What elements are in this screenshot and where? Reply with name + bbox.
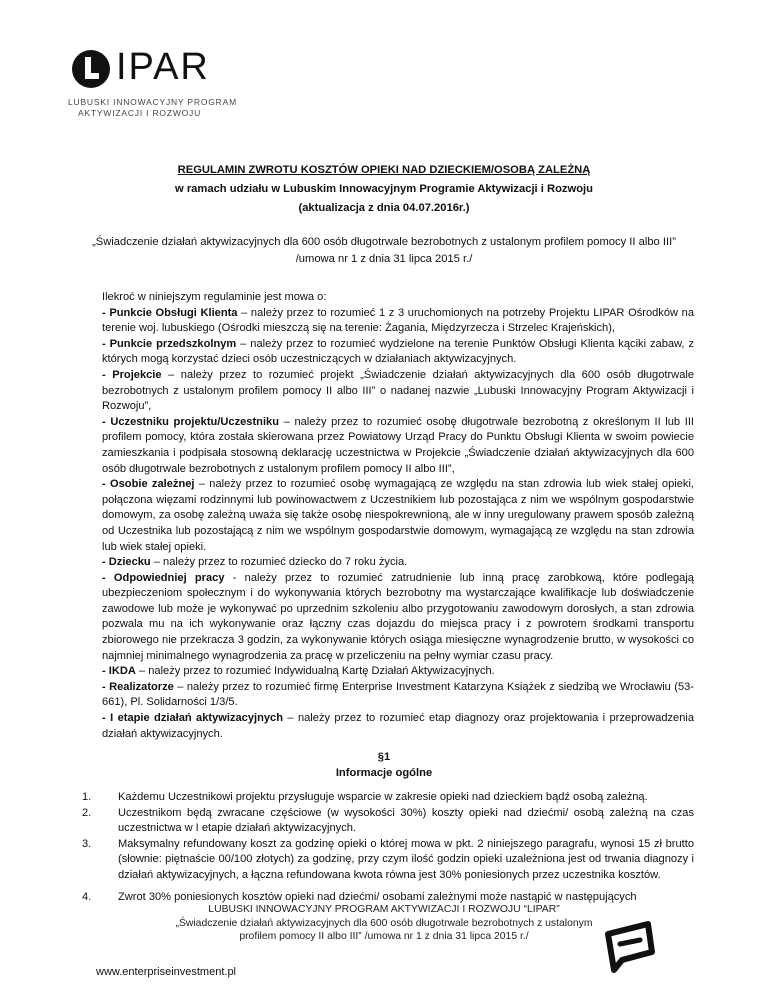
definition-term: - Punkcie Obsługi Klienta: [102, 306, 238, 319]
list-item-text: Maksymalny refundowany koszt za godzinę opieki o której mowa w pkt. 2 niniejszego paragrafu, wynosi 15 zł brutto (słownie: piętnaście 00/100 złotych) za godzinę, przy czym ilość godzin opieki uzależniona jest od trwania diagnozy i działań aktywizacyjnych, a łączna refundowana kwota równa jest 30% poniesionych przez uczestnika kosztów.: [118, 837, 694, 881]
list-item: [82, 806, 694, 837]
section-title: Informacje ogólne: [335, 767, 433, 779]
definition-text: – należy przez to rozumieć projekt „Świadczenie działań aktywizacyjnych dla 600 osób długotrwale bezrobotnych z ustalonym profilem pomocy II albo III” o nadanej nazwie „Lubuski Innowacyjny Program Aktywizacji i Rozwoju”,: [102, 368, 694, 413]
definition-term: - IKDA: [102, 665, 136, 678]
title-line-1: REGULAMIN ZWROTU KOSZTÓW OPIEKI NAD DZIECKIEM/OSOBĄ ZALEŻNĄ: [177, 164, 591, 176]
definition-term: - Osobie zależnej: [102, 478, 195, 491]
definition-item: [102, 368, 694, 415]
section-header: [0, 749, 768, 781]
project-line-2: /umowa nr 1 z dnia 31 lipca 2015 r./: [295, 253, 473, 265]
footer-line-1: LUBUSKI INNOWACYJNY PROGRAM AKTYWIZACJI I ROZWOJU “LIPAR”: [208, 904, 560, 915]
footer-url-link[interactable]: www.enterpriseinvestment.pl: [96, 966, 237, 978]
definition-item: [102, 555, 694, 571]
list-item-number: 1.: [82, 791, 92, 803]
definition-term: - Projekcie: [102, 368, 162, 381]
definition-term: - Odpowiedniej pracy: [102, 571, 225, 584]
definitions-intro: Ilekroć w niniejszym regulaminie jest mowa o:: [102, 291, 327, 303]
definition-term: - Dziecku: [102, 556, 151, 569]
definition-text: – należy przez to rozumieć osobę wymagającą ze względu na stan zdrowia lub wiek stałej opieki, połączona więzami rodzinnymi lub powinowactwem z Uczestnikiem lub pozostająca z nim we wspólnym gospodarstwie domowym, za osobę zależną uważa się także osobę niespokrewnioną, ale w inny uregulowany prawem sposób zależną od Uczestnika lub pozostającą z nim we wspólnym gospodarstwie domowym, wymagającą ze względu na stan zdrowia lub wiek stałej opieki.: [102, 478, 694, 553]
definition-text: – należy przez to rozumieć etap diagnozy oraz projektowania i przeprowadzenia działań aktywizacyjnych.: [102, 712, 695, 740]
definitions-block: [102, 290, 694, 742]
definition-term: - I etapie działań aktywizacyjnych: [102, 712, 283, 725]
enterprise-investment-logo-icon: [600, 918, 660, 978]
definition-item: [102, 680, 694, 711]
definition-term: - Realizatorze: [102, 680, 174, 693]
list-item: [82, 837, 694, 884]
list-item-number: 3.: [82, 837, 92, 850]
definition-text: – należy przez to rozumieć dziecko do 7 roku życia.: [150, 556, 408, 569]
footer-line-3: profilem pomocy II albo III” /umowa nr 1 z dnia 31 lipca 2015 r./: [239, 931, 529, 942]
section-number: §1: [377, 751, 391, 763]
definition-item: [102, 306, 694, 337]
definition-text: – należy przez to rozumieć Indywidualną Kartę Działań Aktywizacyjnych.: [135, 665, 495, 678]
footer-line-2: „Świadczenie działań aktywizacyjnych dla 600 osób długotrwale bezrobotnych z ustalonym: [175, 917, 593, 929]
definition-item: [102, 415, 694, 477]
definition-text: – należy przez to rozumieć osobę długotrwale bezrobotną z określonym II lub III profilem pomocy, która została skierowana przez Powiatowy Urząd Pracy do Punktu Obsługi Klienta w swoim powiecie zamieszkania i podpisała stosowną deklarację uczestnictwa w Projekcie „Świadczenie działań aktywizacyjnych dla 600 osób długotrwale bezrobotnych z ustalonym profilem pomocy II albo III”,: [102, 415, 694, 475]
logo-subtitle-line-1: LUBUSKI INNOWACYJNY PROGRAM: [68, 97, 237, 107]
definition-item: [102, 711, 694, 742]
definition-term: - Uczestniku projektu/Uczestniku: [102, 415, 279, 428]
lipar-logo: [68, 42, 248, 122]
definition-term: - Punkcie przedszkolnym: [102, 337, 237, 350]
list-item-number: 4.: [82, 890, 92, 903]
list-item-text: Zwrot 30% poniesionych kosztów opieki nad dziećmi/ osobami zależnymi może nastąpić w następujących: [118, 890, 637, 903]
definition-item: [102, 664, 694, 680]
list-item-number: 2.: [82, 806, 92, 819]
definition-text: - należy przez to rozumieć zatrudnienie lub inną pracę zarobkową, które podlegają ubezpieczeniom społecznym i do wykonywania których bezrobotny ma wystarczające kwalifikacje lub doświadczenie zawodowe lub może je wykonywać po uprzednim szkoleniu albo przygotowaniu zawodowym dorosłych, a stan zdrowia pozwala mu na ich wykonywanie oraz łączny czas dojazdu do miejsca pracy i z powrotem środkami transportu zbiorowego nie przekracza 3 godzin, za wykonywanie których osiąga miesięczne wynagrodzenie brutto, w wysokości co najmniej minimalnego wynagrodzenia za pracę w przeliczeniu na pełny wymiar czasu pracy.: [102, 571, 694, 662]
logo-subtitle: [68, 97, 237, 119]
definition-text: – należy przez to rozumieć wydzielone na terenie Punktów Obsługi Klienta kąciki zabaw, z których mogą korzystać dzieci osób uczestniczących w działaniach aktywizacyjnych.: [102, 337, 694, 366]
definition-text: – należy przez to rozumieć firmę Enterprise Investment Katarzyna Książek z siedzibą we Wrocławiu (53-661), Pl. Solidarności 1/3/5.: [102, 680, 694, 709]
document-title: [0, 161, 768, 218]
logo-subtitle-line-2: AKTYWIZACJI I ROZWOJU: [78, 108, 202, 118]
list-item-text: Uczestnikom będą zwracane częściowe (w wysokości 30%) koszty opieki nad dziećmi/ osobą zależną na czas uczestnictwa w I etapie działań aktywizacyjnych.: [118, 806, 694, 835]
project-line-1: „Świadczenie działań aktywizacyjnych dla 600 osób długotrwale bezrobotnych z ustalonym profilem pomocy II albo III”: [92, 236, 676, 248]
list-item-text: Każdemu Uczestnikowi projektu przysługuje wsparcie w zakresie opieki nad dzieckiem bądź osobą zależną.: [118, 791, 648, 803]
project-name: [0, 234, 768, 268]
general-info-list: [82, 790, 694, 905]
lipar-logo-mark-icon: [72, 50, 110, 88]
list-item: [82, 790, 694, 806]
logo-word: IPAR: [116, 46, 210, 88]
title-line-2: w ramach udziału w Lubuskim Innowacyjnym Programie Aktywizacji i Rozwoju: [175, 183, 593, 195]
definition-item: [102, 477, 694, 555]
definition-item: [102, 337, 694, 368]
definition-item: [102, 571, 694, 665]
title-line-3: (aktualizacja z dnia 04.07.2016r.): [298, 202, 470, 214]
definition-text: – należy przez to rozumieć 1 z 3 uruchomionych na potrzeby Projektu LIPAR Ośrodków na terenie woj. lubuskiego (Ośrodki mieszczą się na terenie: Żagania, Międzyrzecza i Strzelec Krajeńskich),: [102, 306, 695, 335]
